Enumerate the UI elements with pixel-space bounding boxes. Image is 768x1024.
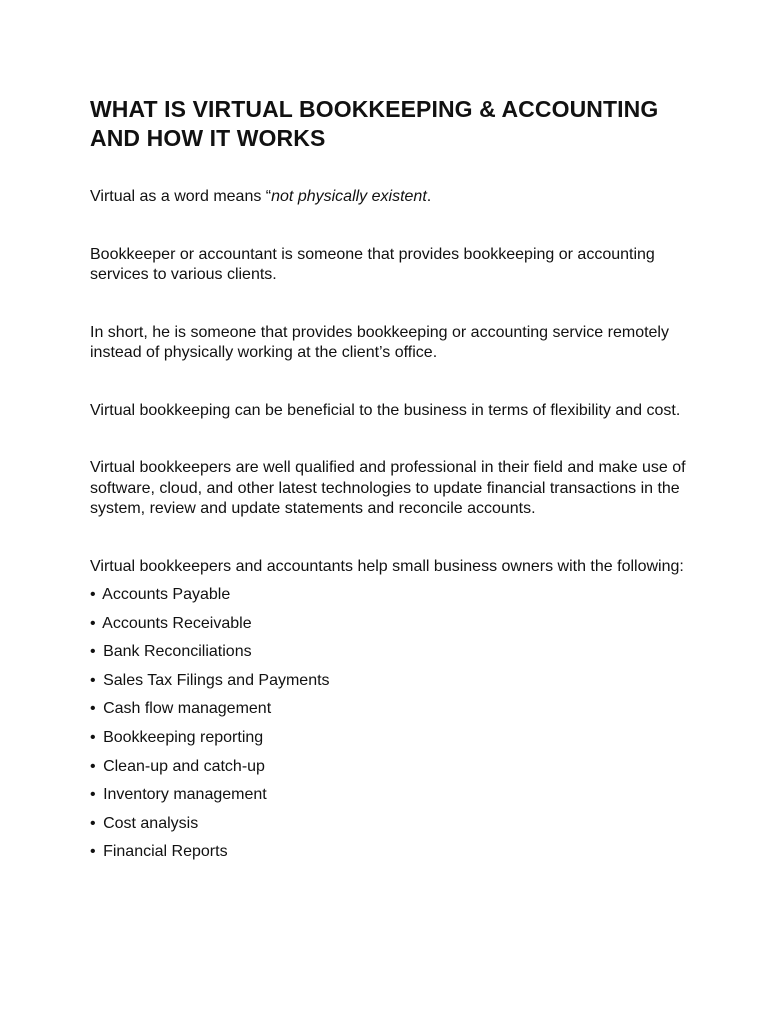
bullet-mark: • bbox=[90, 700, 96, 718]
list-item-text: Bookkeeping reporting bbox=[103, 728, 264, 746]
list-item bbox=[90, 671, 690, 700]
list-item bbox=[90, 728, 690, 757]
list-item bbox=[90, 642, 690, 671]
document-body bbox=[90, 95, 690, 871]
list-item-text: Clean-up and catch-up bbox=[103, 757, 265, 775]
list-item bbox=[90, 699, 690, 728]
bullet-mark: • bbox=[90, 643, 96, 661]
bullet-mark: • bbox=[90, 728, 96, 746]
list-item-text: Sales Tax Filings and Payments bbox=[103, 671, 330, 689]
list-item bbox=[90, 785, 690, 814]
list-item bbox=[90, 842, 690, 871]
services-list bbox=[90, 585, 690, 871]
list-item-text: Inventory management bbox=[103, 786, 267, 804]
paragraph-bookkeeper-definition: Bookkeeper or accountant is someone that provides bookkeeping or accounting services to various clients. bbox=[90, 245, 655, 283]
paragraph-list-intro: Virtual bookkeepers and accountants help small business owners with the following: bbox=[90, 557, 684, 575]
bullet-mark: • bbox=[90, 843, 96, 861]
paragraph-remote-service: In short, he is someone that provides bookkeeping or accounting service remotely instead of physically working at the client’s office. bbox=[90, 323, 669, 361]
bullet-mark: • bbox=[90, 614, 96, 632]
list-item bbox=[90, 585, 690, 614]
page-title: WHAT IS VIRTUAL BOOKKEEPING & ACCOUNTING AND HOW IT WORKS bbox=[90, 96, 659, 151]
bullet-mark: • bbox=[90, 814, 96, 832]
list-item bbox=[90, 614, 690, 643]
list-item-text: Financial Reports bbox=[103, 843, 228, 861]
list-item-text: Cost analysis bbox=[103, 814, 199, 832]
paragraph-benefits: Virtual bookkeeping can be beneficial to the business in terms of flexibility and cost. bbox=[90, 401, 681, 419]
paragraph-qualifications: Virtual bookkeepers are well qualified and professional in their field and make use of software, cloud, and other latest technologies to update financial transactions in the system, review and update statements and reconcile accounts. bbox=[90, 459, 686, 517]
list-item-text: Bank Reconciliations bbox=[103, 643, 252, 661]
intro-prefix: Virtual as a word means “ bbox=[90, 188, 272, 205]
list-item-text: Cash flow management bbox=[103, 700, 272, 718]
list-item-text: Accounts Receivable bbox=[102, 614, 252, 632]
list-item-text: Accounts Payable bbox=[102, 586, 231, 603]
list-item bbox=[90, 757, 690, 786]
bullet-mark: • bbox=[90, 757, 96, 775]
bullet-mark: • bbox=[90, 671, 96, 689]
list-item bbox=[90, 814, 690, 843]
bullet-mark: • bbox=[90, 786, 96, 804]
bullet-mark: • bbox=[90, 586, 96, 603]
intro-italic: not physically existent bbox=[271, 188, 427, 205]
intro-suffix: . bbox=[426, 188, 432, 205]
intro-paragraph bbox=[90, 187, 690, 208]
